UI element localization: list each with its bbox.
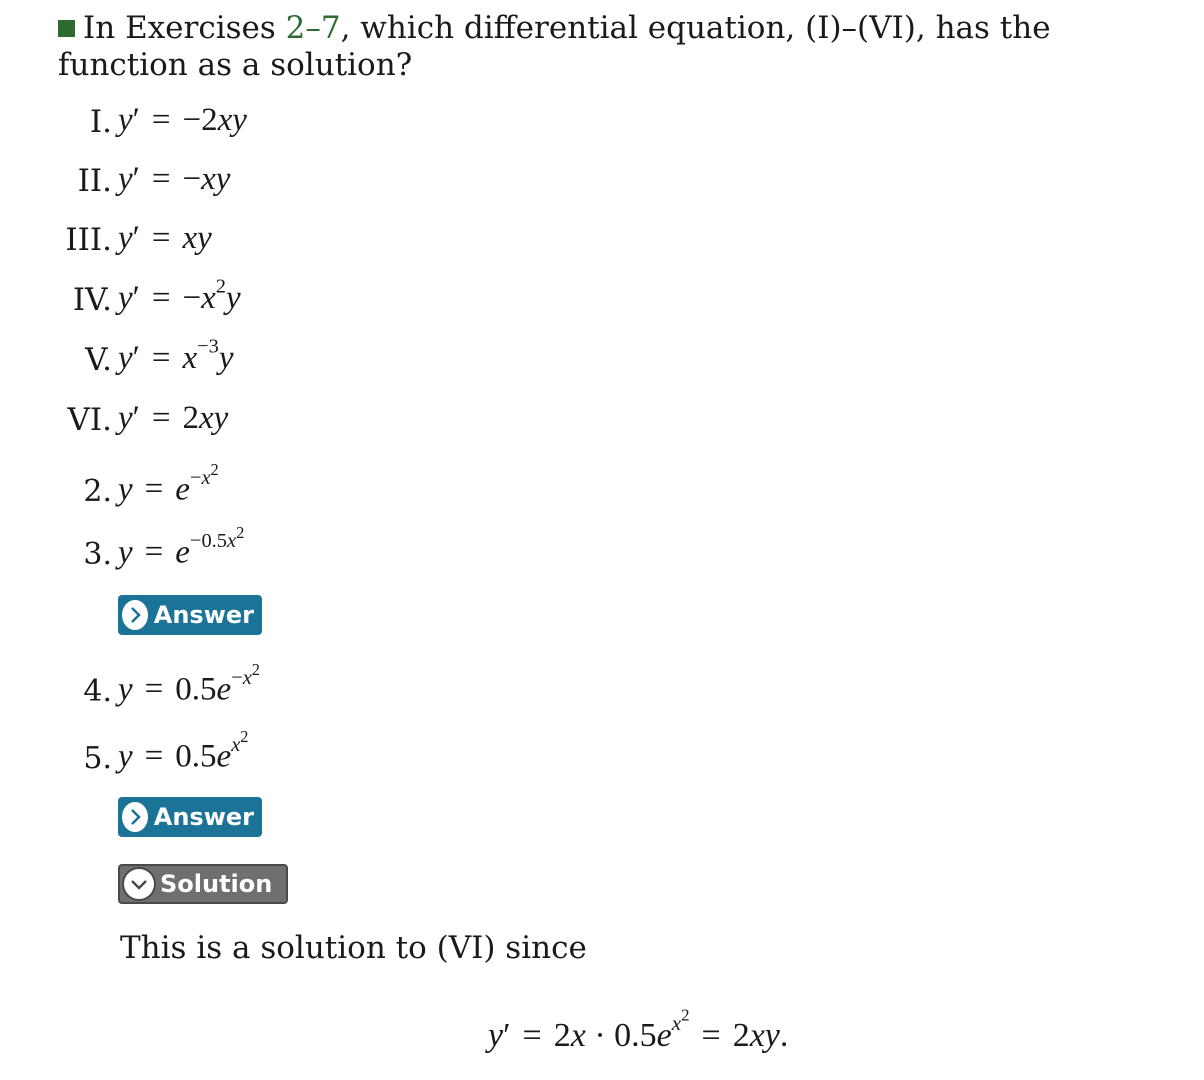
exercise-3-function: $y = e^{-0.5x^2}$ [118,523,245,571]
chevron-right-icon [120,598,150,632]
exercise-5-function: $y = 0.5e^{x^2}$ [118,727,249,775]
answer-button-2[interactable]: Answer [118,797,262,837]
equation-6: y′ = 2xy [118,400,229,436]
exercise-range-link[interactable]: 2–7 [285,10,341,46]
equation-3: y′ = xy [118,220,212,256]
equation-1: y′ = −2xy [118,102,247,138]
equation-5: $y' = x^{-3}y$ [118,335,234,376]
section-square-icon [58,20,75,37]
exercise-4-function: $y = 0.5e^{-x^2}$ [118,660,260,708]
exercise-intro: In Exercises 2–7, which differential equation, (I)–(VI), has the function as a solution? [58,10,1051,83]
equation-4: $y' = -x^2y$ [118,275,241,316]
exercise-2-function: $y = e^{-x^2}$ [118,460,219,508]
solution-display-equation: $y' = 2x \cdot 0.5e^{x^2}= 2xy$. [488,1006,789,1055]
chevron-right-icon [120,800,150,834]
solution-button[interactable]: Solution [118,864,288,904]
equation-2: y′ = −xy [118,161,231,197]
solution-text: This is a solution to (VI) since [120,930,587,966]
chevron-down-icon [122,867,156,901]
answer-button-1[interactable]: Answer [118,595,262,635]
